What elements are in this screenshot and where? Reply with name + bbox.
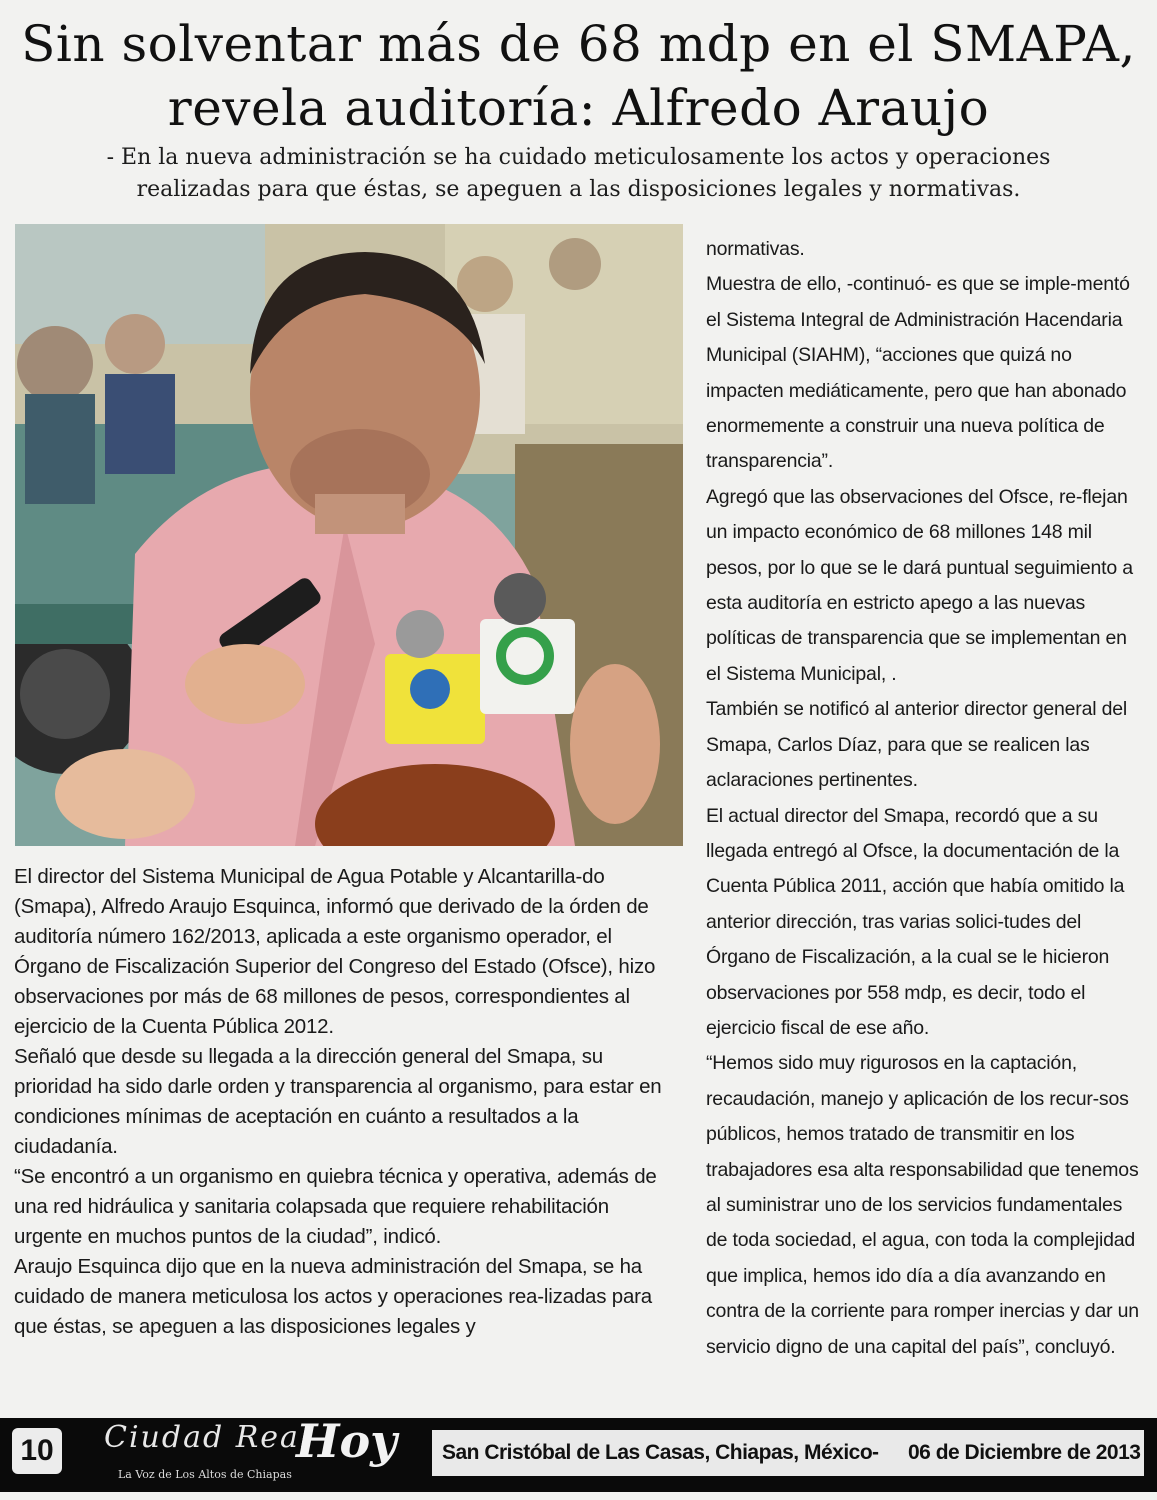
brand-tagline: La Voz de Los Altos de Chiapas: [118, 1468, 292, 1481]
paragraph: normativas.: [706, 238, 805, 260]
page-footer: [0, 1414, 1157, 1492]
subheadline-line-1: - En la nueva administración se ha cuidado meticulosamente los actos y operaciones: [106, 145, 1051, 170]
footer-date: 06 de Diciembre de 2013: [908, 1441, 1141, 1464]
paragraph: Araujo Esquinca dijo que en la nueva administración del Smapa, se ha cuidado de manera meticulosa los actos y operaciones rea-lizadas para que éstas, se apeguen a las disposiciones legales y: [14, 1255, 653, 1338]
paragraph: El director del Sistema Municipal de Agua Potable y Alcantarilla-do (Smapa), Alfredo Araujo Esquinca, informó que derivado de la órden de auditoría número 162/2013, aplicada a este organismo operador, el Órgano de Fiscalización Superior del Congreso del Estado (Ofsce), hizo observaciones por más de 68 millones de pesos, correspondientes al ejercicio de la Cuenta Pública 2012.: [14, 865, 656, 1038]
subheadline: [20, 142, 1137, 206]
headline-line-2: revela auditoría: Alfredo Araujo: [167, 79, 990, 137]
brand-suffix: Hoy: [296, 1414, 397, 1468]
article-column-right: [706, 232, 1144, 1365]
paragraph: Agregó que las observaciones del Ofsce, re-flejan un impacto económico de 68 millones 148 mil pesos, por lo que se le dará puntual seguimiento a esta auditoría en estricto apego a las nuevas políticas de transparencia que se implementan en el Sistema Municipal, .: [706, 485, 1133, 685]
paragraph: “Hemos sido muy rigurosos en la captación, recaudación, manejo y aplicación de los recur-sos públicos, hemos tratado de transmitir en los trabajadores esa alta responsabilidad que tenemos al suministrar uno de los servicios fundamentales de toda sociedad, el agua, con toda la complejidad que implica, hemos ido día a día avanzando en contra de la corriente para romper inercias y dar un servicio digno de una capital del país”, concluyó.: [706, 1052, 1139, 1358]
paragraph: También se notificó al anterior director general del Smapa, Carlos Díaz, para que se realicen las aclaraciones pertinentes.: [706, 698, 1127, 792]
paragraph: El actual director del Smapa, recordó que a su llegada entregó al Ofsce, la documentación de la Cuenta Pública 2011, acción que había omitido la anterior dirección, tras varias solici-tudes del Órgano de Fiscalización, a la cual se le hicieron observaciones por 558 mdp, es decir, todo el ejercicio fiscal de ese año.: [706, 804, 1125, 1039]
paragraph: “Se encontró a un organismo en quiebra técnica y operativa, además de una red hidráulica y sanitaria colapsada que requiere rehabilitación urgente en muchos puntos de la ciudad”, indicó.: [14, 1165, 657, 1248]
headline-line-1: Sin solventar más de 68 mdp en el SMAPA,: [21, 15, 1136, 73]
footer-location: San Cristóbal de Las Casas, Chiapas, México: [442, 1441, 873, 1464]
article-column-left: [14, 862, 678, 1342]
article-photo: [15, 224, 683, 846]
headline: [0, 12, 1157, 140]
brand-name: Ciudad Real: [104, 1420, 312, 1455]
subheadline-line-2: realizadas para que éstas, se apeguen a las disposiciones legales y normativas.: [136, 177, 1021, 202]
page-number: 10: [12, 1428, 62, 1474]
paragraph: Señaló que desde su llegada a la dirección general del Smapa, su prioridad ha sido darle orden y transparencia al organismo, para estar en condiciones mínimas de aceptación en cuánto a resultados a la ciudadanía.: [14, 1045, 662, 1158]
footer-info-bar: [432, 1430, 1144, 1476]
paragraph: Muestra de ello, -continuó- es que se imple-mentó el Sistema Integral de Administración Hacendaria Municipal (SIAHM), “acciones que quizá no impacten mediáticamente, pero que han abonado enormemente a construir una nueva política de transparencia”.: [706, 273, 1130, 473]
footer-separator: -: [872, 1441, 879, 1464]
